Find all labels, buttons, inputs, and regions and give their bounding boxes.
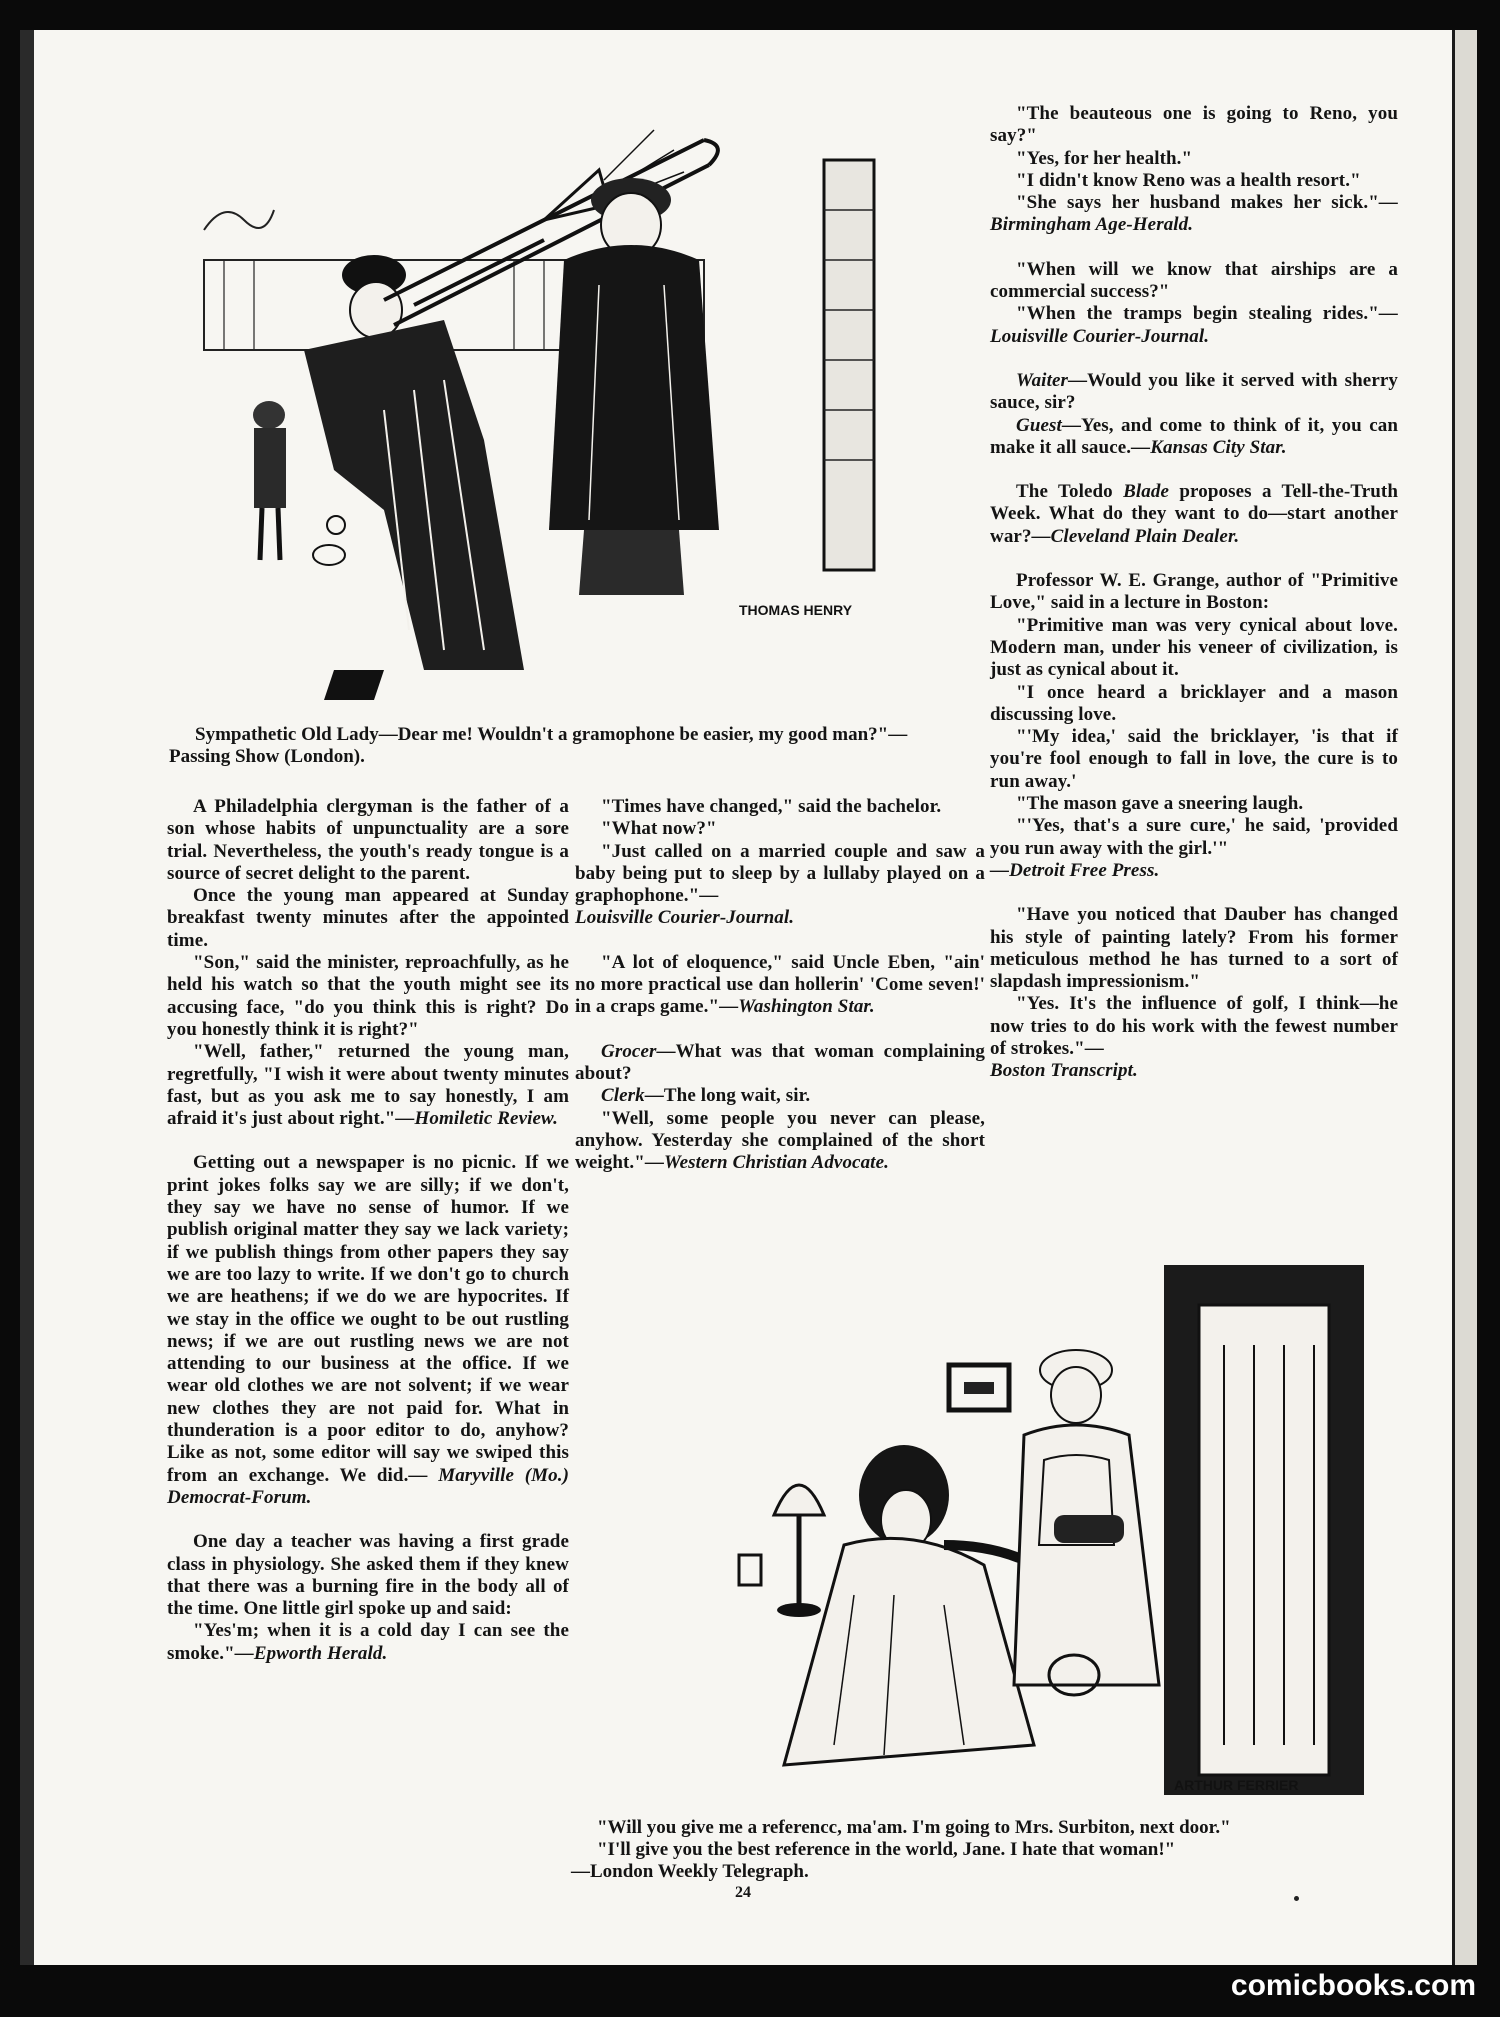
joke-source: —Kansas City Star. <box>1131 436 1287 458</box>
joke-paragraph: "The beauteous one is going to Reno, you say?" <box>990 103 1398 147</box>
print-speck <box>1294 1896 1299 1901</box>
joke-paragraph <box>990 303 1398 348</box>
joke-paragraph: "'My idea,' said the bricklayer, 'is that if you're fool enough to fall in love, the cure is to run away.' <box>990 726 1398 792</box>
joke-paragraph: A Philadelphia clergyman is the father of a son whose habits of unpunctuality are a sore trial. Nevertheless, the youth's ready tongue is a source of secret delight to the parent. <box>167 796 569 884</box>
joke-source: —Epworth Herald. <box>234 1642 388 1664</box>
speaker-label: Guest <box>1016 414 1062 436</box>
caption-line: "Will you give me a referencc, ma'am. I'm going to Mrs. Surbiton, next door." <box>597 1817 1231 1838</box>
page-number: 24 <box>735 1884 751 1901</box>
joke-text: "When the tramps begin stealing rides." <box>1016 303 1379 325</box>
joke-paragraph <box>990 415 1398 460</box>
joke-paragraph: Once the young man appeared at Sunday breakfast twenty minutes after the appointed time. <box>167 885 569 951</box>
joke-text: "Yes'm; when it is a cold day I can see the smoke." <box>167 1620 569 1664</box>
joke-source: —Birmingham Age-Herald. <box>990 192 1398 236</box>
joke-text: —Yes, and come to think of it, you can make it all sauce. <box>990 414 1398 458</box>
joke-source: —Louisville Courier-Journal. <box>990 303 1398 347</box>
next-page-edge <box>1452 30 1477 1965</box>
joke-text: "Well, father," returned the young man, regretfully, "I wish it were about twenty minutes fast, but as you ask me to say honestly, I am afraid it's just about right." <box>167 1041 569 1130</box>
joke-paragraph: "Yes, for her health." <box>1016 147 1193 169</box>
joke-paragraph <box>990 370 1398 415</box>
joke-source: —Cleveland Plain Dealer. <box>1031 525 1240 547</box>
joke-paragraph <box>167 1041 569 1130</box>
joke-paragraph: "When will we know that airships are a commercial success?" <box>990 258 1398 303</box>
middle-column <box>575 796 985 1174</box>
top-illustration-caption <box>169 724 914 768</box>
joke-paragraph <box>167 1620 569 1665</box>
joke-paragraph: Professor W. E. Grange, author of "Primitive Love," said in a lecture in Boston: <box>990 570 1398 614</box>
bottom-illustration-signature: ARTHUR FERRIER <box>1174 1777 1299 1793</box>
joke-source: —Homiletic Review. <box>395 1108 558 1130</box>
watermark: comicbooks.com <box>1230 1969 1476 2002</box>
joke-text: Getting out a newspaper is no picnic. If we print jokes folks say we are silly; if we don't, they say we have no sense of humor. If we publish original matter they say we lack variety; if we publish things from other papers they say we are too lazy to write. If we don't go to church we are heathens; if we do we are hypocrites. If we stay in the office we ought to be out rustling news; if we are out rustling news we are not attending to our business at the office. If we wear old clothes we are not solvent; if we wear new clothes they are not paid for. What in thunderation is a poor editor to do, anyhow? Like as not, some editor will say we swiped this from an exchange. We did. <box>167 1152 569 1486</box>
joke-paragraph <box>575 1108 985 1175</box>
joke-source: Louisville Courier-Journal. <box>575 907 795 929</box>
joke-source: —Detroit Free Press. <box>990 859 1160 881</box>
joke-paragraph: One day a teacher was having a first grade class in physiology. She asked them if they knew that there was a burning fire in the body all of the time. One little girl spoke up and said: <box>167 1531 569 1620</box>
bottom-illustration-caption <box>571 1817 1396 1883</box>
caption-line: "I'll give you the best reference in the world, Jane. I hate that woman!" <box>597 1839 1176 1860</box>
joke-paragraph: "I once heard a bricklayer and a mason discussing love. <box>990 681 1398 725</box>
joke-paragraph: "Son," said the minister, reproachfully, as he held his watch so that the youth might see its accusing face, "do you think this is right? Do you honestly think it is right?" <box>167 952 569 1040</box>
speaker-label: Clerk <box>601 1085 645 1107</box>
joke-paragraph <box>575 1041 985 1086</box>
joke-paragraph <box>990 481 1398 548</box>
joke-paragraph: "The mason gave a sneering laugh. <box>1016 793 1304 815</box>
joke-paragraph <box>167 1152 569 1509</box>
joke-paragraph: "I didn't know Reno was a health resort." <box>1016 169 1361 191</box>
joke-source: —Western Christian Advocate. <box>644 1152 889 1174</box>
trombone-cartoon-drawing <box>184 110 904 715</box>
joke-text: "Well, some people you never can please, anyhow. Yesterday she complained of the short weight." <box>575 1107 985 1174</box>
joke-paragraph: "Times have changed," said the bachelor. <box>601 796 942 817</box>
joke-paragraph: "What now?" <box>601 818 717 840</box>
joke-source: — Maryville (Mo.) Democrat-Forum. <box>167 1464 569 1508</box>
joke-text: proposes a Tell-the-Truth Week. What do they want to do—start another war? <box>990 481 1398 547</box>
joke-paragraph <box>575 952 985 1019</box>
joke-text: "She says her husband makes her sick." <box>1016 192 1379 214</box>
newspaper-name: Blade <box>1123 481 1170 503</box>
joke-text: —Would you like it served with sherry sauce, sir? <box>990 369 1398 414</box>
speaker-label: Grocer <box>601 1040 657 1062</box>
joke-paragraph <box>575 1085 985 1107</box>
caption-speaker: Sympathetic Old Lady <box>195 724 379 745</box>
trombone-cartoon-illustration <box>184 110 904 715</box>
magazine-page <box>20 30 1452 1965</box>
joke-text: —What was that woman complaining about? <box>575 1040 985 1084</box>
caption-text: —Dear me! Wouldn't a gramophone be easier, my good man?" <box>378 724 889 745</box>
joke-text: "A lot of eloquence," said Uncle Eben, "ain' no more practical use dan hollerin' 'Come seven!' in a craps game." <box>575 951 985 1018</box>
right-column <box>990 103 1398 1083</box>
joke-paragraph: "Just called on a married couple and saw a baby being put to sleep by a lullaby played on a graphophone."— <box>575 840 985 907</box>
joke-text: The Toledo <box>1016 481 1124 503</box>
maid-cartoon-illustration <box>614 1245 1384 1810</box>
joke-paragraph: "Primitive man was very cynical about love. Modern man, under his veneer of civilization, is just as cynical about it. <box>990 614 1398 681</box>
left-column <box>167 796 569 1665</box>
speaker-label: Waiter <box>1016 369 1068 391</box>
top-illustration-signature: THOMAS HENRY <box>739 602 853 618</box>
joke-source: Boston Transcript. <box>990 1060 1138 1082</box>
joke-paragraph <box>990 192 1398 237</box>
joke-text: —The long wait, sir. <box>644 1085 811 1107</box>
joke-paragraph: "'Yes, that's a sure cure,' he said, 'provided you run away with the girl.'" <box>990 815 1398 859</box>
joke-source: —Washington Star. <box>719 996 875 1018</box>
caption-source: —London Weekly Telegraph. <box>571 1861 809 1882</box>
joke-paragraph: "Have you noticed that Dauber has changed his style of painting lately? From his former meticulous method he has turned to a sort of slapdash impressionism." <box>990 904 1398 993</box>
maid-cartoon-drawing <box>614 1245 1384 1810</box>
joke-paragraph: "Yes. It's the influence of golf, I think—he now tries to do his work with the fewest number of strokes."— <box>990 993 1398 1059</box>
caption-source: —Passing Show (London). <box>169 724 908 767</box>
